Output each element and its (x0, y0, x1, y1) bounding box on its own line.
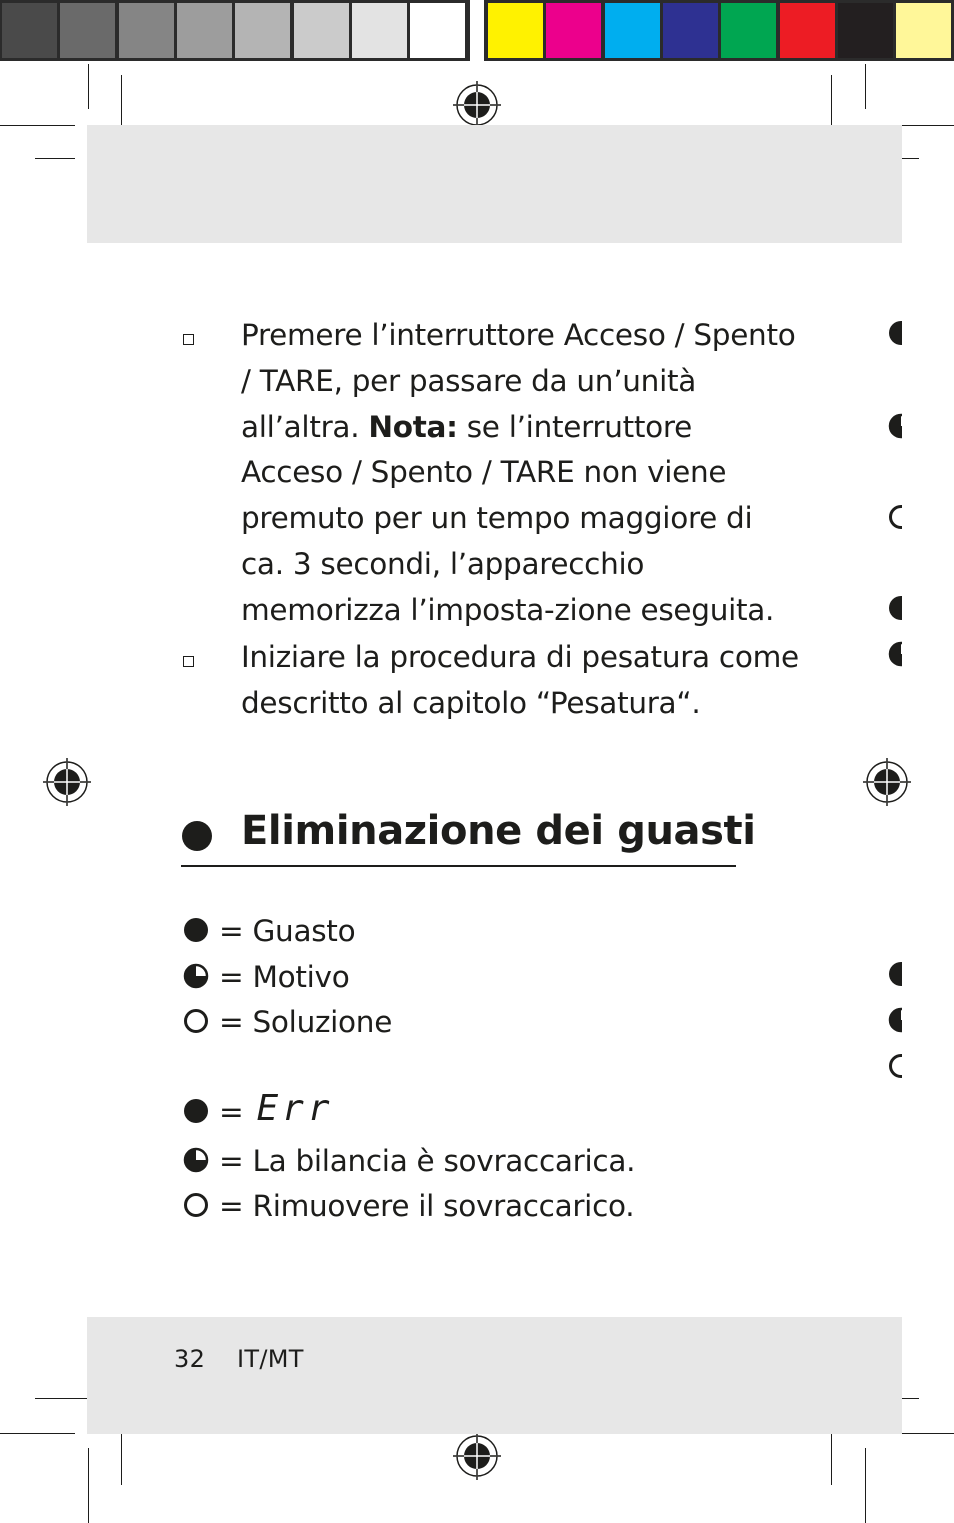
fault-err (183, 1088, 334, 1131)
registration-mark-icon (862, 757, 912, 807)
note-label: Nota: (368, 409, 458, 444)
solution-text: = Rimuovere il sovraccarico. (219, 1189, 635, 1223)
color-swatch (838, 3, 893, 58)
gray-swatch (352, 3, 407, 58)
registration-mark-icon (452, 80, 502, 130)
lcd-error-code: Err (256, 1088, 334, 1129)
legend-text: = Soluzione (219, 1005, 393, 1039)
legend-reason (183, 957, 349, 997)
half-circle-icon (183, 963, 209, 989)
legend-text: = Guasto (219, 914, 356, 948)
reason-text: = La bilancia è sovraccarica. (219, 1144, 636, 1178)
empty-circle-icon (888, 504, 902, 530)
color-swatch (780, 3, 835, 58)
half-circle-icon (183, 1147, 209, 1173)
half-circle-icon (888, 641, 902, 667)
filled-circle-icon (888, 961, 902, 987)
gray-swatch (119, 3, 174, 58)
filled-circle-icon (183, 917, 209, 943)
fault-solution (183, 1186, 634, 1226)
registration-mark-icon (42, 757, 92, 807)
filled-circle-icon (183, 1098, 209, 1124)
color-swatch (546, 3, 601, 58)
registration-mark-icon (452, 1431, 502, 1481)
gray-swatch (177, 3, 232, 58)
facing-page-bleed (888, 0, 902, 1523)
color-swatch (663, 3, 718, 58)
gray-swatch (2, 3, 57, 58)
color-swatch (721, 3, 776, 58)
color-swatch (605, 3, 660, 58)
fault-eq: = (219, 1095, 244, 1129)
checkbox-bullet-icon (183, 334, 194, 345)
color-swatch (488, 3, 543, 58)
filled-circle-icon (888, 595, 902, 621)
instruction-start-weighing (241, 635, 801, 727)
legend-fault (183, 911, 355, 951)
empty-circle-icon (183, 1192, 209, 1218)
section-bullet-icon (182, 821, 212, 851)
language-code: IT/MT (237, 1345, 304, 1373)
section-title: Eliminazione dei guasti (241, 808, 756, 854)
instruction-text: Iniziare la procedura di pesatura come descritto al capitolo “Pesatura“. (241, 640, 799, 720)
half-circle-icon (888, 413, 902, 439)
instruction-text: Premere l’interruttore Acceso / Spento / TARE, per passare da un’unità all’altra. (241, 318, 796, 444)
gray-swatch (60, 3, 115, 58)
half-circle-icon (888, 1007, 902, 1033)
header-band (87, 125, 902, 243)
instruction-switch-units (241, 313, 801, 634)
checkbox-bullet-icon (183, 656, 194, 667)
color-swatch (896, 3, 951, 58)
legend-text: = Motivo (219, 960, 350, 994)
gray-swatch (410, 3, 465, 58)
legend-solution (183, 1002, 392, 1042)
fault-reason (183, 1141, 635, 1181)
filled-circle-icon (888, 320, 902, 346)
empty-circle-icon (888, 1053, 902, 1079)
empty-circle-icon (183, 1008, 209, 1034)
gray-swatch (235, 3, 290, 58)
gray-swatch (294, 3, 349, 58)
note-text: se l’interruttore Acceso / Spento / TARE non viene premuto per un tempo maggiore di ca. 3 secondi, l’apparecchio memorizza l’imposta-zione eseguita. (241, 409, 775, 627)
title-underline (181, 865, 736, 867)
footer-band (87, 1317, 902, 1434)
page-number: 32 (174, 1345, 206, 1373)
